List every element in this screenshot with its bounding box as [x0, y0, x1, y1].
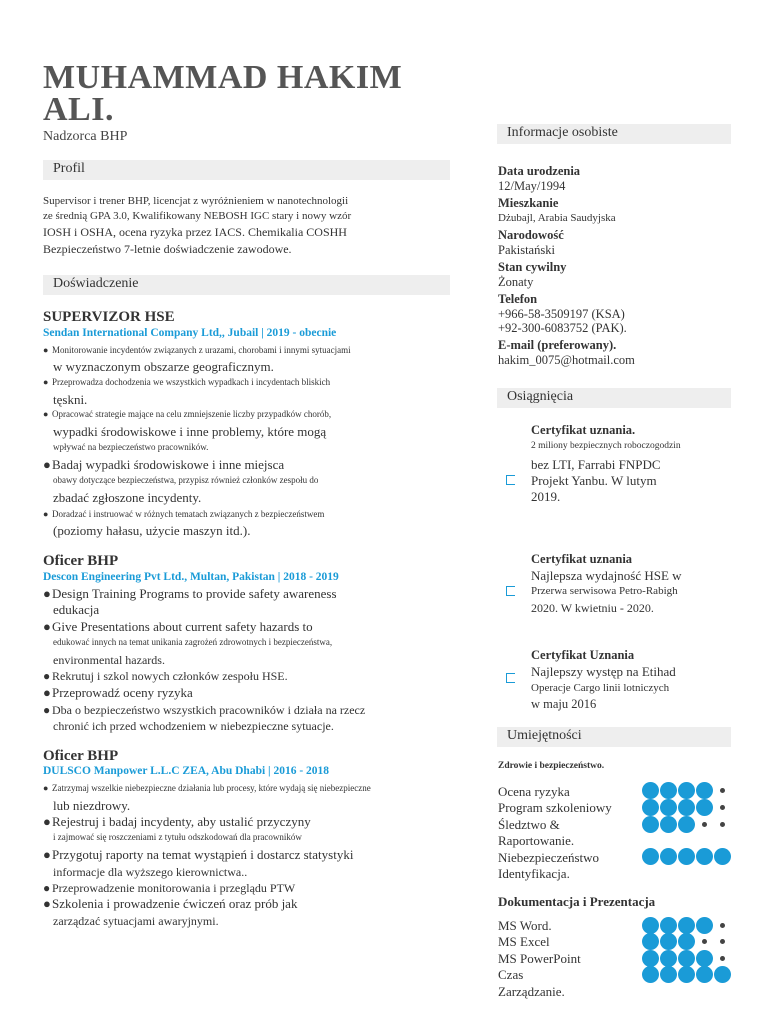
skill-rating [642, 848, 732, 864]
profile-line: IOSH i OSHA, ocena ryzyka przez IACS. Chemikalia COSHH [43, 225, 347, 239]
job-bullet: ● Doradzać i instruować w różnych tematach związanych z bezpieczeństwem [43, 509, 325, 519]
birth-value: 12/May/1994 [498, 179, 566, 193]
job-title: Oficer BHP [43, 748, 119, 764]
job-bullet: ●Design Training Programs to provide safety awareness [43, 586, 337, 601]
certificate-icon [506, 673, 515, 683]
rating-dot-filled [642, 933, 659, 950]
job-bullet-cont: lub niezdrowy. [53, 798, 131, 813]
skill-name: MS Word. [498, 918, 552, 933]
nationality-value: Pakistański [498, 243, 555, 257]
phone-value: +92-300-6083752 (PAK). [498, 321, 627, 335]
job-company: DULSCO Manpower L.L.C ZEA, Abu Dhabi | 2016 - 2018 [43, 765, 330, 777]
skill-rating [642, 782, 732, 798]
rating-dot-filled [642, 950, 659, 967]
rating-dot-filled [714, 848, 731, 865]
email-label: E-mail (preferowany). [498, 338, 617, 352]
skill-name: Czas [498, 967, 524, 982]
rating-dot-filled [696, 799, 713, 816]
job-bullet: ●Szkolenia i prowadzenie ćwiczeń oraz prób jak [43, 896, 298, 911]
rating-dot-empty [714, 782, 731, 799]
job-bullet-cont: wypadki środowiskowe i inne problemy, które mogą [53, 424, 327, 439]
skill-name: MS Excel [498, 934, 550, 949]
rating-dot-empty [714, 799, 731, 816]
cert-title: Certyfikat uznania. [531, 423, 636, 437]
skill-name: Ocena ryzyka [498, 784, 570, 799]
certificate-icon [506, 586, 515, 596]
cert-line: w maju 2016 [531, 697, 597, 711]
marital-label: Stan cywilny [498, 260, 567, 274]
job-company: Sendan International Company Ltd,, Jubail | 2019 - obecnie [43, 327, 337, 339]
rating-dot-filled [642, 799, 659, 816]
job-bullet: ● Monitorowanie incydentów związanych z urazami, chorobami i innymi sytuacjami [43, 345, 351, 355]
section-experience: Doświadczenie [43, 275, 450, 295]
job-bullet-cont: i zajmować się roszczeniami z tytułu odszkodowań dla pracowników [53, 832, 302, 842]
job-bullet-cont: w wyznaczonym obszarze geograficznym. [53, 359, 274, 374]
cert-title: Certyfikat Uznania [531, 648, 635, 662]
cert-line: bez LTI, Farrabi FNPDC [531, 457, 661, 472]
rating-dot-filled [678, 816, 695, 833]
rating-dot-filled [642, 966, 659, 983]
cert-line: Przerwa serwisowa Petro-Rabigh [531, 585, 678, 597]
skill-name: Raportowanie. [498, 833, 575, 848]
job-bullet: ● Przeprowadzenie monitorowania i przeglądu PTW [43, 881, 296, 895]
rating-dot-filled [660, 917, 677, 934]
job-bullet-cont: zbadać zgłoszone incydenty. [53, 490, 202, 505]
phone-value: +966-58-3509197 (KSA) [498, 307, 625, 321]
rating-dot-filled [714, 966, 731, 983]
rating-dot-filled [696, 950, 713, 967]
job-bullet-cont: tęskni. [53, 392, 88, 407]
skill-rating [642, 950, 732, 966]
job-bullet: ●Give Presentations about current safety hazards to [43, 619, 313, 634]
cert-line: 2020. W kwietniu - 2020. [531, 601, 654, 615]
skill-name: Identyfikacja. [498, 866, 570, 881]
section-profile: Profil [43, 160, 450, 180]
cert-line: Operacje Cargo linii lotniczych [531, 682, 670, 694]
job-bullet: ●Przygotuj raporty na temat wystąpień i dostarcz statystyki [43, 847, 354, 862]
skill-rating [642, 966, 732, 982]
nationality-label: Narodowość [498, 228, 564, 242]
rating-dot-filled [660, 966, 677, 983]
skill-group-title: Zdrowie i bezpieczeństwo. [498, 761, 605, 771]
job-title: Oficer BHP [43, 553, 119, 569]
rating-dot-filled [678, 933, 695, 950]
job-bullet-cont: obawy dotyczące bezpieczeństwa, przypisz również członków zespołu do [53, 475, 319, 485]
rating-dot-filled [696, 917, 713, 934]
job-bullet: ● Dba o bezpieczeństwo wszystkich pracowników i działa na rzecz [43, 703, 366, 717]
rating-dot-filled [678, 782, 695, 799]
skill-group-title: Dokumentacja i Prezentacja [498, 894, 656, 909]
section-personal: Informacje osobiste [497, 124, 731, 144]
birth-label: Data urodzenia [498, 164, 581, 178]
certificate-icon [506, 475, 515, 485]
job-bullet-cont: zarządzać sytuacjami awaryjnymi. [53, 914, 219, 928]
section-achievements: Osiągnięcia [497, 388, 731, 408]
cert-line: Projekt Yanbu. W lutym [531, 473, 657, 488]
job-bullet: ● Zatrzymaj wszelkie niebezpieczne działania lub procesy, które wydają się niebezpieczne [43, 783, 371, 793]
skill-rating [642, 799, 732, 815]
job-bullet-cont: chronić ich przed wchodzeniem w niebezpieczne sytuacje. [53, 719, 334, 733]
job-bullet-cont: edukować innych na temat unikania zagrożeń zdrowotnych i bezpieczeństwa, [53, 637, 333, 647]
cert-line: 2 miliony bezpiecznych roboczogodzin [531, 441, 681, 451]
rating-dot-filled [678, 950, 695, 967]
profile-text [43, 194, 413, 258]
rating-dot-empty [714, 917, 731, 934]
rating-dot-filled [696, 966, 713, 983]
profile-line: ze średnią GPA 3.0, Kwalifikowany NEBOSH IGC stary i nowy wzór [43, 210, 352, 222]
rating-dot-filled [678, 799, 695, 816]
rating-dot-empty [714, 950, 731, 967]
rating-dot-filled [660, 950, 677, 967]
skill-name: Niebezpieczeństwo [498, 850, 600, 865]
rating-dot-filled [678, 848, 695, 865]
cert-line: Najlepsza wydajność HSE w [531, 568, 682, 583]
job-title: SUPERVIZOR HSE [43, 309, 175, 325]
job-company: Descon Engineering Pvt Ltd., Multan, Pakistan | 2018 - 2019 [43, 571, 339, 583]
rating-dot-filled [660, 799, 677, 816]
rating-dot-filled [660, 816, 677, 833]
email-value: hakim_0075@hotmail.com [498, 353, 635, 367]
skill-rating [642, 917, 732, 933]
rating-dot-filled [678, 966, 695, 983]
rating-dot-filled [660, 782, 677, 799]
profile-line: Supervisor i trener BHP, licencjat z wyróżnieniem w nanotechnologii [43, 195, 349, 207]
skill-rating [642, 933, 732, 949]
job-bullet: ● Przeprowadza dochodzenia we wszystkich wypadkach i incydentach bliskich [43, 377, 331, 387]
job-bullet: ● Opracować strategie mające na celu zmniejszenie liczby przypadków chorób, [43, 409, 332, 419]
cert-line: 2019. [531, 489, 561, 504]
candidate-role: Nadzorca BHP [43, 129, 128, 144]
profile-line: Bezpieczeństwo 7-letnie doświadczenie zawodowe. [43, 242, 292, 256]
job-bullet: ●Badaj wypadki środowiskowe i inne miejsca [43, 457, 285, 472]
job-bullet: ● Rekrutuj i szkol nowych członków zespołu HSE. [43, 669, 288, 683]
address-label: Mieszkanie [498, 196, 559, 210]
job-bullet-cont: wpływać na bezpieczeństwo pracowników. [53, 442, 209, 452]
cert-line: Najlepszy występ na Etihad [531, 664, 676, 679]
rating-dot-filled [660, 933, 677, 950]
skill-name: MS PowerPoint [498, 951, 581, 966]
rating-dot-filled [660, 848, 677, 865]
skill-name: Zarządzanie. [498, 984, 565, 999]
rating-dot-empty [696, 816, 713, 833]
address-value: Dżubajl, Arabia Saudyjska [498, 212, 616, 224]
rating-dot-filled [642, 782, 659, 799]
rating-dot-filled [642, 848, 659, 865]
job-bullet-cont: (poziomy hałasu, użycie maszyn itd.). [53, 523, 251, 538]
section-skills: Umiejętności [497, 727, 731, 747]
rating-dot-empty [714, 933, 731, 950]
candidate-name: MUHAMMAD HAKIM ALI. [43, 59, 403, 128]
marital-value: Żonaty [498, 275, 534, 289]
job-bullet: ●Przeprowadź oceny ryzyka [43, 685, 193, 700]
job-bullet-cont: environmental hazards. [53, 653, 165, 667]
phone-label: Telefon [498, 292, 538, 306]
cert-title: Certyfikat uznania [531, 552, 633, 566]
rating-dot-empty [714, 816, 731, 833]
skill-name: Program szkoleniowy [498, 800, 612, 815]
rating-dot-empty [696, 933, 713, 950]
skill-rating [642, 816, 732, 832]
job-bullet-cont: informacje dla wyższego kierownictwa.. [53, 865, 248, 879]
rating-dot-filled [642, 816, 659, 833]
rating-dot-filled [642, 917, 659, 934]
rating-dot-filled [696, 782, 713, 799]
job-bullet: ●Rejestruj i badaj incydenty, aby ustalić przyczyny [43, 814, 311, 829]
rating-dot-filled [678, 917, 695, 934]
job-bullet-cont: edukacja [53, 602, 100, 617]
rating-dot-filled [696, 848, 713, 865]
skill-name: Śledztwo & [498, 817, 560, 832]
